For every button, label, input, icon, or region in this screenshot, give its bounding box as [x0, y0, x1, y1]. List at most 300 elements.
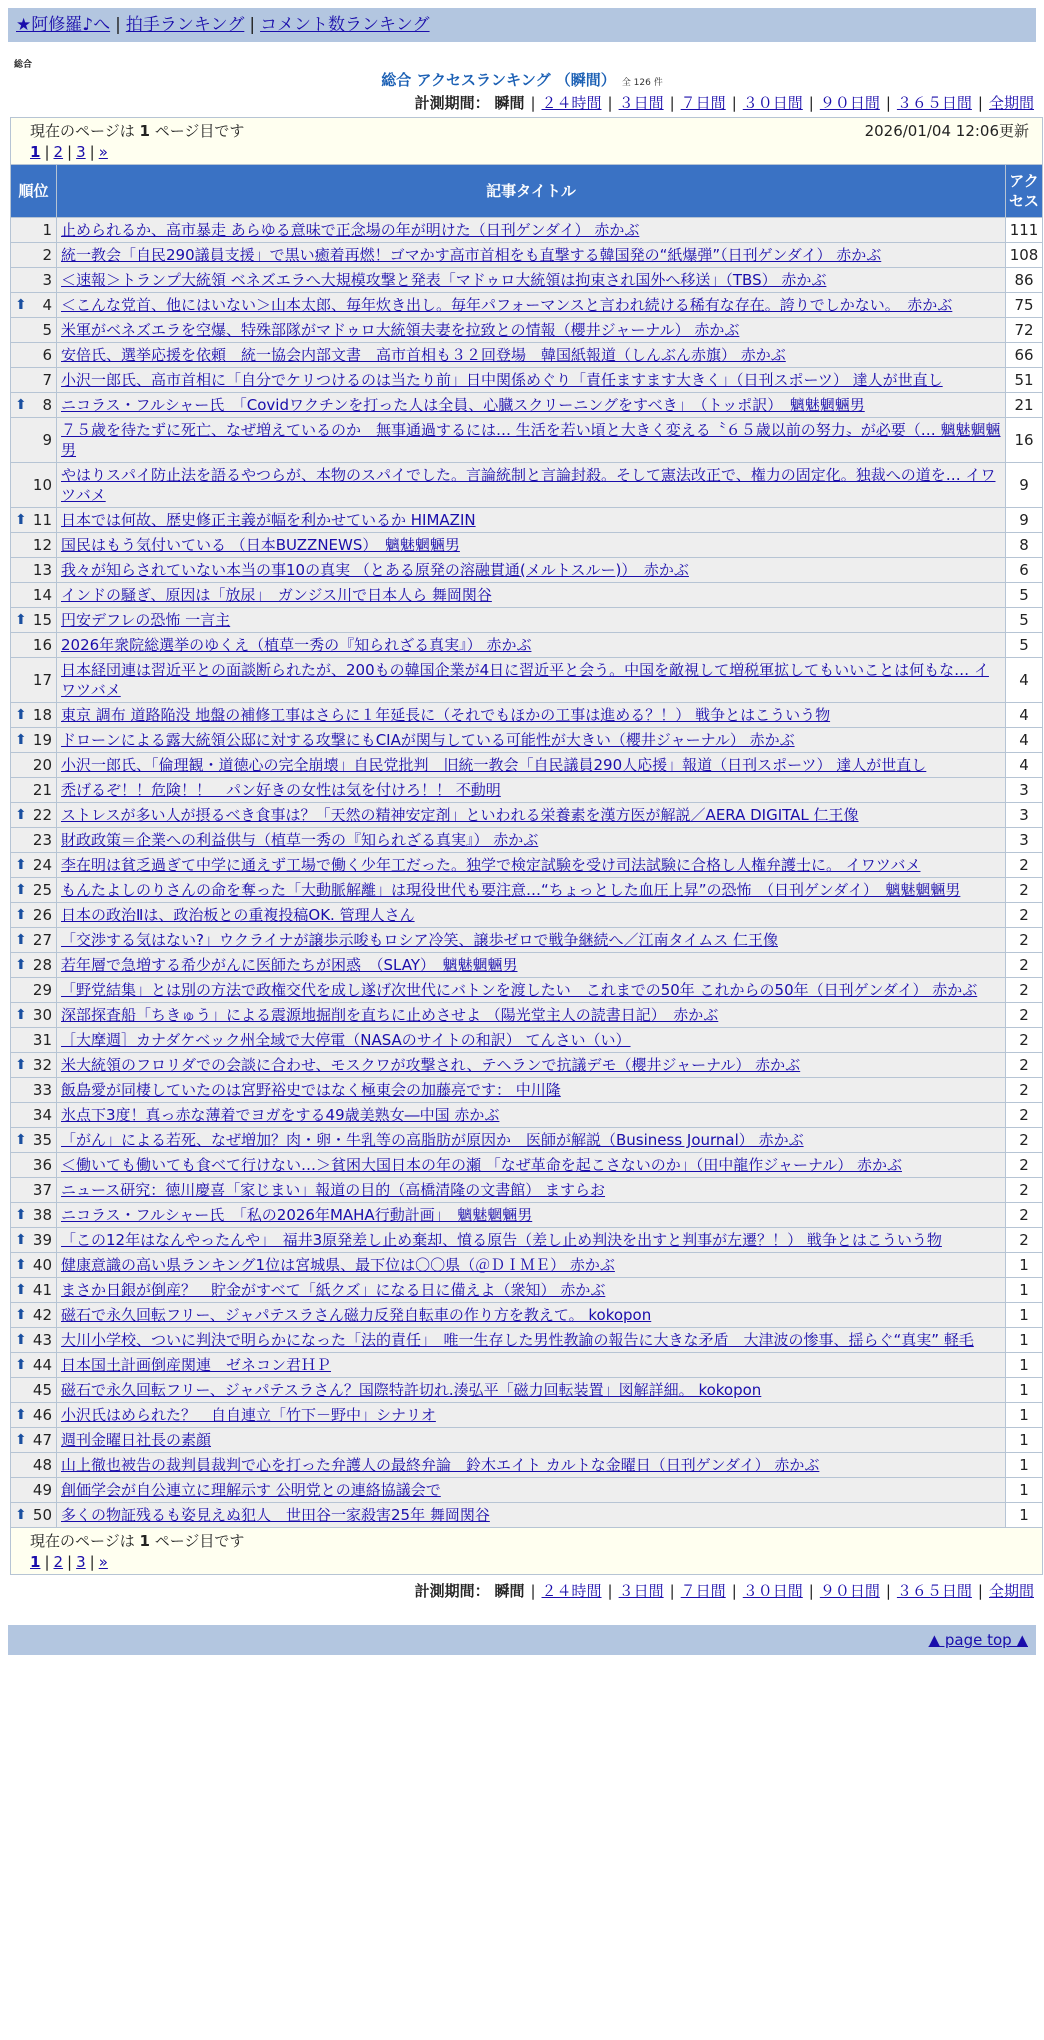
ranking-row: [11, 1028, 1043, 1053]
article-title-link[interactable]: ニュース研究：徳川慶喜「家じまい」報道の目的（高橋清隆の文書館） ますらお: [61, 1181, 606, 1199]
period-current: 瞬間: [494, 1582, 525, 1600]
article-title-link[interactable]: 磁石で永久回転フリー、ジャパテスラさん？国際特許切れ.湊弘平「磁力回転装置」図解詳細。 kokopon: [61, 1381, 762, 1399]
nav-separator: |: [115, 15, 121, 35]
period-7d[interactable]: ７日間: [680, 1582, 726, 1600]
article-title-link[interactable]: 止められるか、高市暴走 あらゆる意味で正念場の年が明けた（日刊ゲンダイ） 赤かぶ: [61, 221, 640, 239]
up-arrow-icon: ⬆: [15, 1282, 27, 1298]
rank-cell: [11, 1278, 57, 1303]
ranking-row: [11, 243, 1043, 268]
rank-cell: [11, 1378, 57, 1403]
title-cell: [57, 778, 1006, 803]
ranking-rows: [11, 218, 1043, 1528]
article-title-link[interactable]: 小沢一郎氏、「倫理観・道徳心の完全崩壊」自民党批判 旧統一教会「自民議員290人応援」報道（日刊スポーツ） 達人が世直し: [61, 756, 927, 774]
article-title-link[interactable]: 統一教会「自民290議員支援」で黒い癒着再燃！ゴマかす高市首相をも直撃する韓国発の“紙爆弾”（日刊ゲンダイ） 赤かぶ: [61, 246, 882, 264]
ranking-row: [11, 1053, 1043, 1078]
period-selector-bottom: 計測期間： 瞬間 | ２４時間 | ３日間 | ７日間 | ３０日間 | ９０日間 | ３６５日間 | 全期間: [414, 1582, 1034, 1600]
article-title-link[interactable]: インドの騒ぎ、原因は「放尿」 ガンジス川で日本人ら 舞岡関谷: [61, 586, 492, 604]
title-cell: [57, 418, 1006, 463]
up-arrow-icon: ⬆: [15, 1432, 27, 1448]
ranking-row: [11, 828, 1043, 853]
ranking-row: [11, 803, 1043, 828]
rank-number: 27: [32, 931, 52, 949]
article-title-link[interactable]: 円安デフレの恐怖 一言主: [61, 611, 231, 629]
article-title-link[interactable]: まさか日銀が倒産？ 貯金がすべて「紙クズ」になる日に備えよ（衆知） 赤かぶ: [61, 1281, 606, 1299]
title-cell: [57, 1128, 1006, 1153]
access-count: 4: [1006, 703, 1043, 728]
rank-number: 33: [32, 1081, 52, 1099]
access-count: 1: [1006, 1478, 1043, 1503]
period-30d[interactable]: ３０日間: [742, 1582, 803, 1600]
title-cell: [57, 1378, 1006, 1403]
rank-cell: [11, 1328, 57, 1353]
rank-number: 49: [32, 1481, 52, 1499]
up-arrow-icon: ⬆: [15, 957, 27, 973]
rank-cell: [11, 1103, 57, 1128]
rank-number: 50: [32, 1506, 52, 1524]
access-count: 3: [1006, 828, 1043, 853]
article-title-link[interactable]: 我々が知らされていない本当の事10の真実 （とある原発の溶融貫通(メルトスルー)） 赤かぶ: [61, 561, 689, 579]
ranking-row: [11, 633, 1043, 658]
rank-number: 4: [42, 296, 52, 314]
title-cell: [57, 463, 1006, 508]
article-title-link[interactable]: 小沢一郎氏、高市首相に「自分でケリつけるのは当たり前」日中関係めぐり「責任ますます大きく」（日刊スポーツ） 達人が世直し: [61, 371, 943, 389]
title-cell: [57, 533, 1006, 558]
article-title-link[interactable]: ７５歳を待たずに死亡、なぜ増えているのか 無事通過するには… 生活を若い頃と大きく変える〝６５歳以前の努力〟が必要（… 魑魅魍魎男: [61, 421, 1001, 459]
title-cell: [57, 1303, 1006, 1328]
ranking-row: [11, 728, 1043, 753]
page-link-3[interactable]: 3: [76, 143, 86, 161]
article-title-link[interactable]: 創価学会が自公連立に理解示す 公明党との連絡協議会で: [61, 1481, 441, 1499]
access-count: 2: [1006, 928, 1043, 953]
rank-cell: [11, 463, 57, 508]
rank-number: 35: [32, 1131, 52, 1149]
ranking-row: [11, 778, 1043, 803]
rank-cell: [11, 928, 57, 953]
article-title-link[interactable]: 日本経団連は習近平との面談断られたが、200もの韓国企業が4日に習近平と会う。中国を敵視して増税軍拡してもいいことは何もな… イワツバメ: [61, 661, 989, 699]
article-title-link[interactable]: 健康意識の高い県ランキング1位は宮城県、最下位は〇〇県（＠ＤＩＭＥ） 赤かぶ: [61, 1256, 615, 1274]
title-cell: [57, 1028, 1006, 1053]
page-link-3[interactable]: 3: [76, 1553, 86, 1571]
ranking-row: [11, 1453, 1043, 1478]
ranking-row: [11, 703, 1043, 728]
page-link-1[interactable]: 1: [30, 143, 41, 161]
up-arrow-icon: ⬆: [15, 857, 27, 873]
title-cell: [57, 903, 1006, 928]
article-title-link[interactable]: ストレスが多い人が摂るべき食事は？「天然の精神安定剤」といわれる栄養素を漢方医が解説／AERA DIGITAL 仁王像: [61, 806, 859, 824]
access-count: 86: [1006, 268, 1043, 293]
article-title-link[interactable]: 大川小学校、ついに判決で明らかになった「法的責任」 唯一生存した男性教諭の報告に大きな矛盾 大津波の惨事、揺らぐ“真実” 軽毛: [61, 1331, 974, 1349]
title-cell: [57, 1328, 1006, 1353]
total-count: 全 126 件: [621, 78, 663, 88]
article-title-link[interactable]: 米大統領のフロリダでの会談に合わせ、モスクワが攻撃され、テヘランで抗議デモ（櫻井ジャーナル） 赤かぶ: [61, 1056, 801, 1074]
access-count: 2: [1006, 1103, 1043, 1128]
rank-cell: [11, 633, 57, 658]
period-90d[interactable]: ９０日間: [819, 1582, 880, 1600]
title-cell: [57, 1428, 1006, 1453]
article-title-link[interactable]: 安倍氏、選挙応援を依頼 統一協会内部文書 高市首相も３２回登場 韓国紙報道（しんぶん赤旗） 赤かぶ: [61, 346, 786, 364]
title-cell: [57, 878, 1006, 903]
rank-number: 9: [42, 431, 52, 449]
rank-number: 30: [32, 1006, 52, 1024]
access-count: 2: [1006, 1003, 1043, 1028]
up-arrow-icon: ⬆: [15, 1057, 27, 1073]
title-cell: [57, 1053, 1006, 1078]
updated-timestamp: 2026/01/04 12:06更新: [864, 122, 1030, 140]
rank-cell: [11, 1453, 57, 1478]
access-count: 2: [1006, 878, 1043, 903]
access-count: 2: [1006, 1128, 1043, 1153]
ranking-row: [11, 463, 1043, 508]
title-cell: [57, 1403, 1006, 1428]
article-title-link[interactable]: 「交渉する気はない?」ウクライナが譲歩示唆もロシア冷笑、譲歩ゼロで戦争継続へ／江南タイムス 仁王像: [61, 931, 778, 949]
ranking-row: [11, 558, 1043, 583]
ranking-row: [11, 1378, 1043, 1403]
ranking-row: [11, 903, 1043, 928]
article-title-link[interactable]: 「この12年はなんやったんや」 福井3原発差し止め棄却、憤る原告（差し止め判決を出すと判事が左遷？！） 戦争とはこういう物: [61, 1231, 942, 1249]
article-title-link[interactable]: 李在明は貧乏過ぎて中学に通えず工場で働く少年工だった。独学で検定試験を受け司法試験に合格し人権弁護士に。 イワツバメ: [61, 856, 921, 874]
title-cell: [57, 1078, 1006, 1103]
article-title-link[interactable]: 日本の政治Ⅱは、政治板との重複投稿OK. 管理人さん: [61, 906, 415, 924]
title-cell: [57, 703, 1006, 728]
rank-cell: [11, 318, 57, 343]
title-cell: [57, 393, 1006, 418]
article-title-link[interactable]: もんたよしのりさんの命を奪った「大動脈解離」は現役世代も要注意…“ちょっとした血圧上昇”の恐怖 （日刊ゲンダイ） 魑魅魍魎男: [61, 881, 961, 899]
title-cell: [57, 753, 1006, 778]
nav-applause-ranking[interactable]: 拍手ランキング: [125, 15, 245, 35]
access-count: 2: [1006, 953, 1043, 978]
rank-cell: [11, 658, 57, 703]
title-cell: [57, 243, 1006, 268]
rank-cell: [11, 953, 57, 978]
title-cell: [57, 1153, 1006, 1178]
period-365d[interactable]: ３６５日間: [896, 1582, 972, 1600]
article-title-link[interactable]: 週刊金曜日社長の素顔: [61, 1431, 212, 1449]
period-selector-top: 計測期間： 瞬間 | ２４時間 | ３日間 | ７日間 | ３０日間 | ９０日間 | ３６５日間 | 全期間: [414, 94, 1034, 112]
ranking-row: [11, 418, 1043, 463]
rank-number: 29: [32, 981, 52, 999]
access-count: 8: [1006, 533, 1043, 558]
ranking-row: [11, 658, 1043, 703]
article-title-link[interactable]: 多くの物証残るも姿見えぬ犯人 世田谷一家殺害25年 舞岡関谷: [61, 1506, 490, 1524]
access-count: 3: [1006, 778, 1043, 803]
period-365d[interactable]: ３６５日間: [896, 94, 972, 112]
rank-number: 21: [32, 781, 52, 799]
rank-cell: [11, 853, 57, 878]
ranking-row: [11, 508, 1043, 533]
top-nav: [8, 8, 1036, 42]
page-next[interactable]: »: [98, 143, 108, 161]
ranking-row: [11, 1103, 1043, 1128]
up-arrow-icon: ⬆: [15, 1407, 27, 1423]
rank-cell: [11, 828, 57, 853]
page-link-2[interactable]: 2: [53, 143, 64, 161]
ranking-row: [11, 293, 1043, 318]
access-count: 108: [1006, 243, 1043, 268]
rank-number: 28: [32, 956, 52, 974]
up-arrow-icon: ⬆: [15, 707, 27, 723]
title-cell: [57, 1503, 1006, 1528]
period-30d[interactable]: ３０日間: [742, 94, 803, 112]
ranking-row: [11, 318, 1043, 343]
page-top-link[interactable]: ▲ page top ▲: [928, 1631, 1028, 1649]
ranking-row: [11, 268, 1043, 293]
up-arrow-icon: ⬆: [15, 882, 27, 898]
rank-cell: [11, 1353, 57, 1378]
ranking-row: [11, 1203, 1043, 1228]
ranking-row: [11, 1303, 1043, 1328]
ranking-row: [11, 1278, 1043, 1303]
article-title-link[interactable]: 氷点下3度！真っ赤な薄着でヨガをする49歳美熟女―中国 赤かぶ: [61, 1106, 500, 1124]
title-cell: [57, 368, 1006, 393]
access-count: 111: [1006, 218, 1043, 243]
rank-cell: [11, 1303, 57, 1328]
up-arrow-icon: ⬆: [15, 907, 27, 923]
access-count: 5: [1006, 633, 1043, 658]
rank-cell: [11, 418, 57, 463]
article-title-link[interactable]: 飯島愛が同棲していたのは宮野裕史ではなく極東会の加藤亮です： 中川隆: [61, 1081, 561, 1099]
period-3d[interactable]: ３日間: [618, 1582, 664, 1600]
rank-number: 42: [32, 1306, 52, 1324]
ranking-row: [11, 533, 1043, 558]
rank-number: 14: [32, 586, 52, 604]
ranking-table: [10, 117, 1043, 1575]
title-cell: [57, 803, 1006, 828]
article-title-link[interactable]: 禿げるぞ！！危険！！ パン好きの女性は気を付けろ！！ 不動明: [61, 781, 501, 799]
article-title-link[interactable]: ＜速報＞トランプ大統領 ベネズエラへ大規模攻撃と発表「マドゥロ大統領は拘束され国外へ移送」（TBS） 赤かぶ: [61, 271, 827, 289]
title-cell: [57, 318, 1006, 343]
page-next[interactable]: »: [98, 1553, 108, 1571]
ranking-row: [11, 343, 1043, 368]
period-7d[interactable]: ７日間: [680, 94, 726, 112]
access-count: 3: [1006, 803, 1043, 828]
ranking-row: [11, 393, 1043, 418]
article-title-link[interactable]: 深部探査船「ちきゅう」による震源地掘削を直ちに止めさせよ （陽光堂主人の読書日記） 赤かぶ: [61, 1006, 719, 1024]
access-count: 2: [1006, 978, 1043, 1003]
rank-cell: [11, 1228, 57, 1253]
access-count: 5: [1006, 583, 1043, 608]
title-cell: [57, 953, 1006, 978]
up-arrow-icon: ⬆: [15, 1132, 27, 1148]
access-count: 4: [1006, 658, 1043, 703]
access-count: 21: [1006, 393, 1043, 418]
rank-cell: [11, 703, 57, 728]
page-title: 総合 アクセスランキング （瞬間）: [381, 71, 616, 89]
period-all[interactable]: 全期間: [988, 1582, 1034, 1600]
access-count: 9: [1006, 508, 1043, 533]
ranking-row: [11, 218, 1043, 243]
rank-number: 26: [32, 906, 52, 924]
ranking-row: [11, 368, 1043, 393]
rank-cell: [11, 1003, 57, 1028]
rank-cell: [11, 903, 57, 928]
rank-cell: [11, 1253, 57, 1278]
rank-cell: [11, 778, 57, 803]
access-count: 1: [1006, 1503, 1043, 1528]
rank-number: 16: [32, 636, 52, 654]
article-title-link[interactable]: 国民はもう気付いている （日本BUZZNEWS） 魑魅魍魎男: [61, 536, 460, 554]
rank-number: 40: [32, 1256, 52, 1274]
rank-cell: [11, 753, 57, 778]
title-cell: [57, 558, 1006, 583]
article-title-link[interactable]: ニコラス・フルシャー氏 「Covidワクチンを打った人は全員、心臓スクリーニングをすべき」 （トッポ訳） 魑魅魍魎男: [61, 396, 865, 414]
ranking-row: [11, 1328, 1043, 1353]
rank-number: 2: [42, 246, 52, 264]
nav-comment-ranking[interactable]: コメント数ランキング: [260, 15, 430, 35]
up-arrow-icon: ⬆: [15, 1207, 27, 1223]
rank-number: 47: [32, 1431, 52, 1449]
col-access-header: アクセス: [1006, 165, 1043, 218]
title-cell: [57, 1228, 1006, 1253]
access-count: 9: [1006, 463, 1043, 508]
pager-bottom: 1 | 2 | 3 | »: [30, 1553, 108, 1571]
ranking-row: [11, 608, 1043, 633]
rank-cell: [11, 1428, 57, 1453]
ranking-row: [11, 1003, 1043, 1028]
title-cell: [57, 583, 1006, 608]
article-title-link[interactable]: 財政政策＝企業への利益供与（植草一秀の『知られざる真実』） 赤かぶ: [61, 831, 539, 849]
page-heading: [4, 69, 1040, 91]
col-rank-header: 順位: [11, 165, 57, 218]
rank-number: 34: [32, 1106, 52, 1124]
period-current: 瞬間: [494, 94, 525, 112]
article-title-link[interactable]: やはりスパイ防止法を語るやつらが、本物のスパイでした。言論統制と言論封殺。そして憲法改正で、権力の固定化。独裁への道を… イワツバメ: [61, 466, 996, 504]
up-arrow-icon: ⬆: [15, 932, 27, 948]
title-cell: [57, 1178, 1006, 1203]
rank-number: 37: [32, 1181, 52, 1199]
rank-number: 38: [32, 1206, 52, 1224]
rank-cell: [11, 1203, 57, 1228]
article-title-link[interactable]: ＜働いても働いても食べて行けない…＞貧困大国日本の年の瀬 「なぜ革命を起こさないのか」（田中龍作ジャーナル） 赤かぶ: [61, 1156, 902, 1174]
rank-cell: [11, 1153, 57, 1178]
rank-number: 15: [32, 611, 52, 629]
access-count: 66: [1006, 343, 1043, 368]
rank-number: 19: [32, 731, 52, 749]
title-cell: [57, 978, 1006, 1003]
access-count: 4: [1006, 728, 1043, 753]
rank-number: 12: [32, 536, 52, 554]
rank-number: 41: [32, 1281, 52, 1299]
access-count: 72: [1006, 318, 1043, 343]
article-title-link[interactable]: 山上徹也被告の裁判員裁判で心を打った弁護人の最終弁論 鈴木エイト カルトな金曜日（日刊ゲンダイ） 赤かぶ: [61, 1456, 820, 1474]
article-title-link[interactable]: 日本国土計画倒産関連 ゼネコン君ＨＰ: [61, 1356, 332, 1374]
up-arrow-icon: ⬆: [15, 1507, 27, 1523]
rank-cell: [11, 243, 57, 268]
article-title-link[interactable]: 「野党結集」とは別の方法で政権交代を成し遂げ次世代にバトンを渡したい これまでの50年 これからの50年（日刊ゲンダイ） 赤かぶ: [61, 981, 978, 999]
period-3d[interactable]: ３日間: [618, 94, 664, 112]
period-all[interactable]: 全期間: [988, 94, 1034, 112]
nav-asyura-home[interactable]: ★阿修羅♪へ: [16, 15, 111, 35]
article-title-link[interactable]: 東京 調布 道路陥没 地盤の補修工事はさらに１年延長に（それでもほかの工事は進める？！） 戦争とはこういう物: [61, 706, 831, 724]
page-link-1[interactable]: 1: [30, 1553, 41, 1571]
article-title-link[interactable]: 2026年衆院総選挙のゆくえ（植草一秀の『知られざる真実』） 赤かぶ: [61, 636, 532, 654]
up-arrow-icon: ⬆: [15, 732, 27, 748]
category-label: 総合: [14, 60, 33, 70]
rank-number: 23: [32, 831, 52, 849]
rank-cell: [11, 343, 57, 368]
up-arrow-icon: ⬆: [15, 1357, 27, 1373]
period-24h[interactable]: ２４時間: [541, 1582, 602, 1600]
access-count: 1: [1006, 1428, 1043, 1453]
access-count: 1: [1006, 1253, 1043, 1278]
title-cell: [57, 1478, 1006, 1503]
title-cell: [57, 508, 1006, 533]
article-title-link[interactable]: ［大摩週］カナダケベック州全域で大停電（NASAのサイトの和訳） てんさい（い）: [61, 1031, 631, 1049]
rank-cell: [11, 803, 57, 828]
access-count: 1: [1006, 1453, 1043, 1478]
up-arrow-icon: ⬆: [15, 1307, 27, 1323]
rank-number: 5: [42, 321, 52, 339]
access-count: 2: [1006, 1178, 1043, 1203]
rank-cell: [11, 608, 57, 633]
title-cell: [57, 343, 1006, 368]
rank-cell: [11, 533, 57, 558]
article-title-link[interactable]: ＜こんな党首、他にはいない＞山本太郎、毎年炊き出し。毎年パフォーマンスと言われ続ける稀有な存在。誇りでしかない。 赤かぶ: [61, 296, 953, 314]
rank-number: 17: [32, 671, 52, 689]
article-title-link[interactable]: 小沢氏はめられた？ 自自連立「竹下－野中」シナリオ: [61, 1406, 436, 1424]
period-24h[interactable]: ２４時間: [541, 94, 602, 112]
ranking-row: [11, 1403, 1043, 1428]
access-count: 1: [1006, 1353, 1043, 1378]
title-cell: [57, 1103, 1006, 1128]
up-arrow-icon: ⬆: [15, 1257, 27, 1273]
article-title-link[interactable]: 米軍がベネズエラを空爆、特殊部隊がマドゥロ大統領夫妻を拉致との情報（櫻井ジャーナル） 赤かぶ: [61, 321, 740, 339]
col-title-header: 記事タイトル: [57, 165, 1006, 218]
title-cell: [57, 218, 1006, 243]
ranking-row: [11, 1128, 1043, 1153]
title-cell: [57, 928, 1006, 953]
title-cell: [57, 828, 1006, 853]
rank-number: 45: [32, 1381, 52, 1399]
ranking-row: [11, 1178, 1043, 1203]
rank-number: 46: [32, 1406, 52, 1424]
rank-number: 13: [32, 561, 52, 579]
title-cell: [57, 1203, 1006, 1228]
ranking-row: [11, 1078, 1043, 1103]
article-title-link[interactable]: ドローンによる露大統領公邸に対する攻撃にもCIAが関与している可能性が大きい（櫻井ジャーナル） 赤かぶ: [61, 731, 795, 749]
rank-number: 25: [32, 881, 52, 899]
ranking-row: [11, 1253, 1043, 1278]
rank-cell: [11, 558, 57, 583]
rank-number: 3: [42, 271, 52, 289]
ranking-row: [11, 583, 1043, 608]
up-arrow-icon: ⬆: [15, 1332, 27, 1348]
period-label: 計測期間：: [414, 1582, 490, 1600]
article-title-link[interactable]: 若年層で急増する希少がんに医師たちが困惑 （SLAY） 魑魅魍魎男: [61, 956, 518, 974]
access-count: 2: [1006, 1153, 1043, 1178]
rank-number: 11: [32, 511, 52, 529]
article-title-link[interactable]: 日本では何故、歴史修正主義が幅を利かせているか HIMAZIN: [61, 511, 476, 529]
article-title-link[interactable]: 磁石で永久回転フリー、ジャパテスラさん磁力反発自転車の作り方を教えて。 kokopon: [61, 1306, 652, 1324]
article-title-link[interactable]: 「がん」による若死、なぜ増加？肉・卵・牛乳等の高脂肪が原因か 医師が解説（Business Journal） 赤かぶ: [61, 1131, 804, 1149]
title-cell: [57, 1003, 1006, 1028]
rank-number: 43: [32, 1331, 52, 1349]
nav-separator: |: [249, 15, 256, 35]
rank-cell: [11, 368, 57, 393]
up-arrow-icon: ⬆: [15, 297, 27, 313]
period-90d[interactable]: ９０日間: [819, 94, 880, 112]
rank-cell: [11, 1478, 57, 1503]
access-count: 4: [1006, 753, 1043, 778]
access-count: 2: [1006, 853, 1043, 878]
article-title-link[interactable]: ニコラス・フルシャー氏 「私の2026年MAHA行動計画」 魑魅魍魎男: [61, 1206, 533, 1224]
rank-cell: [11, 218, 57, 243]
page-link-2[interactable]: 2: [53, 1553, 64, 1571]
ranking-row: [11, 978, 1043, 1003]
current-page-text: 現在のページは 1 ページ目です: [30, 122, 245, 140]
title-cell: [57, 728, 1006, 753]
rank-cell: [11, 1503, 57, 1528]
up-arrow-icon: ⬆: [15, 397, 27, 413]
